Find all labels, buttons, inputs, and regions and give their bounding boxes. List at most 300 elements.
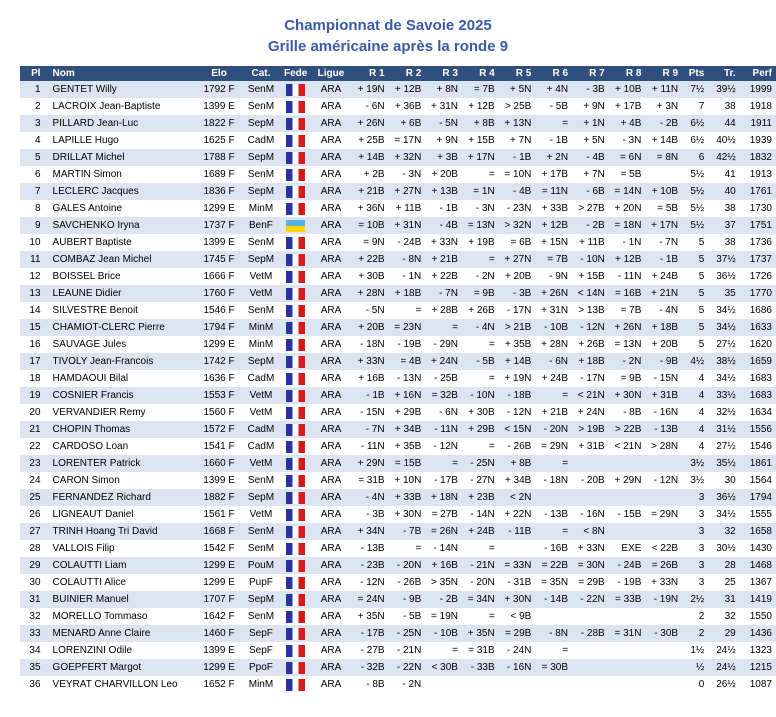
column-header: R 8 [609, 66, 646, 81]
round-result-cell: + 11B [579, 237, 605, 248]
round-result-cell [609, 608, 646, 625]
points-cell: 4 [698, 373, 705, 384]
column-header: R 6 [535, 66, 572, 81]
round-result-cell: - 27B [360, 645, 385, 656]
table-row [20, 302, 776, 319]
round-result-cell: + 20B [352, 319, 389, 336]
round-result-cell: = [488, 543, 495, 554]
round-result-cell: + 15B [578, 271, 605, 282]
header-row [20, 66, 776, 81]
round-result-cell: + 29N [614, 475, 642, 486]
crosstable [20, 66, 776, 693]
elo-cell: 1836 F [197, 183, 244, 200]
round-result-cell [645, 166, 682, 183]
player-name-cell: GOEPFERT Margot [45, 659, 198, 676]
column-header: R 4 [462, 66, 499, 81]
round-result-cell: - 20N [389, 557, 426, 574]
round-result-cell: - 29N [433, 339, 458, 350]
round-result-cell: + 21B [541, 407, 569, 418]
round-result-cell: + 17N [462, 149, 499, 166]
player-name-cell: LAPILLE Hugo [52, 135, 119, 146]
round-result-cell: + 26N [535, 285, 572, 302]
rank-cell: 8 [34, 203, 41, 214]
flag-france-icon [286, 424, 305, 436]
tiebreak-cell: 40½ [716, 135, 736, 146]
round-result-cell: = [452, 645, 458, 656]
flag-france-icon [286, 645, 305, 657]
round-result-cell [572, 455, 609, 472]
league-cell: ARA [320, 611, 342, 622]
category-cell: MinM [245, 319, 282, 336]
round-result-cell: + 19N [504, 373, 532, 384]
round-result-cell: = 17N [394, 135, 422, 146]
table-row [20, 370, 776, 387]
federation-flag-cell [281, 115, 314, 132]
federation-flag-cell [281, 676, 314, 693]
points-cell: 0 [698, 679, 705, 690]
tiebreak-cell: 34½ [708, 319, 739, 336]
rank-cell: 6 [34, 169, 41, 180]
round-result-cell: + 26N [609, 319, 646, 336]
round-result-cell: + 33N [352, 353, 389, 370]
flag-france-icon [286, 135, 305, 147]
round-result-cell: + 18B [645, 319, 682, 336]
round-result-cell: - 14N [470, 509, 495, 520]
player-name-cell: SAVCHENKO Iryna [45, 217, 198, 234]
rank-cell: 31 [20, 591, 45, 608]
elo-cell: 1399 E [203, 101, 235, 112]
round-result-cell: + 5N [583, 135, 605, 146]
round-result-cell: = 8N [645, 149, 682, 166]
round-result-cell: - 9B [645, 353, 682, 370]
round-result-cell: - 17N [580, 373, 605, 384]
table-row [20, 659, 776, 676]
performance-cell: 1658 [740, 523, 776, 540]
flag-france-icon [286, 322, 305, 334]
tiebreak-cell: 40 [708, 183, 739, 200]
federation-flag-cell [281, 166, 314, 183]
elo-cell: 1553 F [197, 387, 244, 404]
round-result-cell: - 6N [439, 407, 458, 418]
elo-cell: 1666 F [203, 271, 235, 282]
round-result-cell: + 3N [656, 101, 679, 112]
rank-cell: 3 [20, 115, 45, 132]
elo-cell: 1737 F [197, 217, 244, 234]
table-row [20, 387, 776, 404]
round-result-cell: EXE [621, 543, 642, 554]
points-cell: 1½ [690, 645, 705, 656]
round-result-cell: - 13B [360, 543, 385, 554]
round-result-cell: + 35B [504, 339, 532, 350]
round-result-cell: - 16B [544, 543, 569, 554]
round-result-cell: = [425, 319, 462, 336]
round-result-cell: - 31B [507, 577, 532, 588]
flag-france-icon [286, 356, 305, 368]
player-name-cell: BOISSEL Brice [52, 271, 121, 282]
table-row [20, 336, 776, 353]
round-result-cell: + 31N [541, 305, 569, 316]
league-cell: ARA [314, 319, 352, 336]
round-result-cell: - 1B [645, 251, 682, 268]
round-result-cell: + 19N [352, 81, 389, 98]
grid-subtitle: Grille américaine après la ronde 9 [267, 38, 509, 55]
rank-cell: 20 [29, 407, 41, 418]
round-result-cell: + 26N [352, 115, 389, 132]
round-result-cell: = 1N [462, 183, 499, 200]
flag-france-icon [286, 186, 305, 198]
flag-france-icon [286, 543, 305, 555]
round-result-cell: - 3N [475, 203, 495, 214]
rank-cell: 10 [29, 237, 41, 248]
category-cell: SenM [247, 305, 275, 316]
round-result-cell: + 36B [394, 101, 422, 112]
tiebreak-cell: 38 [724, 101, 736, 112]
round-result-cell: = [488, 441, 495, 452]
rank-cell: 24 [29, 475, 41, 486]
round-result-cell: - 2N [609, 353, 646, 370]
round-result-cell: + 28N [352, 285, 389, 302]
tiebreak-cell: 34½ [716, 305, 736, 316]
column-header: R 9 [645, 66, 682, 81]
player-name-cell: LIGNEAUT Daniel [52, 509, 134, 520]
category-cell: CadM [247, 135, 275, 146]
round-result-cell: - 3B [572, 81, 609, 98]
round-result-cell: - 11N [425, 421, 462, 438]
round-result-cell: - 18N [543, 475, 569, 486]
round-result-cell: + 20B [651, 339, 679, 350]
round-result-cell: + 30N [499, 591, 536, 608]
round-result-cell: - 14B [535, 591, 572, 608]
points-cell: 3 [682, 557, 708, 574]
federation-flag-cell [281, 336, 314, 353]
round-result-cell: + 7N [509, 135, 532, 146]
round-result-cell: + 28B [431, 305, 458, 316]
federation-flag-cell [281, 421, 314, 438]
player-name-cell: COSNIER Francis [45, 387, 198, 404]
rank-cell: 33 [20, 625, 45, 642]
league-cell: ARA [314, 115, 352, 132]
round-result-cell: + 33N [431, 237, 458, 248]
table-row [20, 540, 776, 557]
round-result-cell: - 9B [389, 591, 426, 608]
round-result-cell [535, 489, 572, 506]
round-result-cell: - 6B [572, 183, 609, 200]
federation-flag-cell [281, 523, 314, 540]
table-row [20, 268, 776, 285]
elo-cell: 1460 F [197, 625, 244, 642]
round-result-cell: = 34N [462, 591, 499, 608]
category-cell: VetM [249, 271, 273, 282]
round-result-cell: - 5N [365, 305, 385, 316]
points-cell: 3½ [682, 455, 708, 472]
round-result-cell: - 1N [622, 237, 642, 248]
performance-cell: 1911 [740, 115, 776, 132]
column-header: Tr. [708, 66, 739, 81]
category-cell: VetM [245, 455, 282, 472]
federation-flag-cell [281, 591, 314, 608]
category-cell: SepM [245, 489, 282, 506]
round-result-cell: - 2N [402, 679, 422, 690]
league-cell: ARA [320, 169, 342, 180]
round-result-cell: + 2N [535, 149, 572, 166]
category-cell: MinM [248, 679, 274, 690]
points-cell: 4½ [682, 353, 708, 370]
table-row [20, 251, 776, 268]
round-result-cell: - 26B [507, 441, 532, 452]
flag-france-icon [286, 373, 305, 385]
round-result-cell: = 31N [609, 625, 646, 642]
points-cell: 5 [698, 271, 705, 282]
round-result-cell: + 8N [425, 81, 462, 98]
round-result-cell: - 5B [462, 353, 499, 370]
round-result-cell: + 34B [389, 421, 426, 438]
elo-cell: 1794 F [197, 319, 244, 336]
league-cell: ARA [320, 577, 342, 588]
round-result-cell: - 13B [544, 509, 569, 520]
round-result-cell [609, 489, 646, 506]
round-result-cell: - 22N [572, 591, 609, 608]
points-cell: 7 [698, 101, 705, 112]
elo-cell: 1560 F [203, 407, 235, 418]
federation-flag-cell [281, 98, 314, 115]
rank-cell: 7 [20, 183, 45, 200]
column-header: Ligue [314, 66, 352, 81]
player-name-cell: TIVOLY Jean-Francois [45, 353, 198, 370]
player-name-cell: DRILLAT Michel [45, 149, 198, 166]
round-result-cell [499, 540, 536, 557]
tiebreak-cell: 30 [724, 475, 736, 486]
round-result-cell: + 28N [541, 339, 569, 350]
tiebreak-cell: 39½ [708, 81, 739, 98]
category-cell: SenM [245, 81, 282, 98]
performance-cell: 1564 [749, 475, 772, 486]
rank-cell: 5 [20, 149, 45, 166]
federation-flag-cell [281, 302, 314, 319]
round-result-cell: - 16N [499, 659, 536, 676]
player-name-cell: MENARD Anne Claire [45, 625, 198, 642]
elo-cell: 1792 F [197, 81, 244, 98]
federation-flag-cell [281, 404, 314, 421]
points-cell: 5½ [682, 183, 708, 200]
elo-cell: 1299 E [203, 339, 235, 350]
round-result-cell: - 30B [645, 625, 682, 642]
round-result-cell: - 12N [572, 319, 609, 336]
performance-cell: 1367 [749, 577, 772, 588]
category-cell: PupF [249, 577, 273, 588]
round-result-cell: < 21N [572, 387, 609, 404]
round-result-cell: = 4B [389, 353, 426, 370]
round-result-cell: = 29N [541, 441, 569, 452]
category-cell: SenM [247, 611, 275, 622]
round-result-cell: = 6N [609, 149, 646, 166]
federation-flag-cell [281, 540, 314, 557]
elo-cell: 1745 F [197, 251, 244, 268]
round-result-cell [609, 455, 646, 472]
round-result-cell: + 22N [504, 509, 532, 520]
league-cell: ARA [314, 591, 352, 608]
table-row [20, 183, 776, 200]
table-row [20, 438, 776, 455]
rank-cell: 32 [29, 611, 41, 622]
tiebreak-cell: 27½ [716, 339, 736, 350]
round-result-cell: - 3N [402, 169, 422, 180]
flag-france-icon [286, 594, 305, 606]
points-cell: 2 [698, 611, 705, 622]
category-cell: SenM [247, 543, 275, 554]
round-result-cell: - 4B [425, 217, 462, 234]
round-result-cell: - 3B [499, 285, 536, 302]
round-result-cell: + 33N [577, 543, 605, 554]
flag-france-icon [286, 679, 305, 691]
league-cell: ARA [320, 475, 342, 486]
round-result-cell: + 20B [504, 271, 532, 282]
league-cell: ARA [320, 407, 342, 418]
rank-cell: 1 [20, 81, 45, 98]
round-result-cell: - 8B [366, 679, 385, 690]
performance-cell: 1634 [749, 407, 772, 418]
round-result-cell: - 2B [425, 591, 462, 608]
round-result-cell: - 12N [433, 441, 458, 452]
federation-flag-cell [281, 285, 314, 302]
round-result-cell: + 8B [499, 455, 536, 472]
round-result-cell: = 7B [535, 251, 572, 268]
player-name-cell: HAMDAOUI Bilal [52, 373, 129, 384]
table-row [20, 574, 776, 591]
round-result-cell: - 6N [365, 101, 385, 112]
federation-flag-cell [281, 642, 314, 659]
round-result-cell: + 24B [651, 271, 679, 282]
category-cell: CadM [247, 441, 275, 452]
player-name-cell: GENTET Willy [45, 81, 198, 98]
round-result-cell: - 20N [470, 577, 495, 588]
category-cell: SenM [247, 475, 275, 486]
elo-cell: 1668 F [197, 523, 244, 540]
flag-france-icon [286, 271, 305, 283]
round-result-cell: = 9N [363, 237, 385, 248]
round-result-cell: < 22B [651, 543, 679, 554]
federation-flag-cell [281, 608, 314, 625]
column-header: R 1 [352, 66, 389, 81]
round-result-cell: > 13B [578, 305, 605, 316]
round-result-cell: = 32B [425, 387, 462, 404]
round-result-cell: = 30B [535, 659, 572, 676]
round-result-cell [645, 523, 682, 540]
flag-france-icon [286, 118, 305, 130]
flag-france-icon [286, 390, 305, 402]
round-result-cell: - 11B [499, 523, 536, 540]
round-result-cell: = 9B [620, 373, 642, 384]
round-result-cell: + 17N [645, 217, 682, 234]
elo-cell: 1788 F [197, 149, 244, 166]
round-result-cell: = 14N [609, 183, 646, 200]
round-result-cell: + 24B [462, 523, 499, 540]
points-cell: 6 [682, 149, 708, 166]
league-cell: ARA [314, 387, 352, 404]
round-result-cell: + 26B [578, 339, 605, 350]
round-result-cell: = [488, 373, 495, 384]
round-result-cell: - 12N [506, 407, 532, 418]
column-header: R 2 [389, 66, 426, 81]
flag-france-icon [286, 509, 305, 521]
tiebreak-cell: 35½ [708, 455, 739, 472]
round-result-cell: - 13N [396, 373, 422, 384]
round-result-cell: + 19B [468, 237, 495, 248]
round-result-cell: - 27N [470, 475, 495, 486]
round-result-cell: - 1B [439, 203, 458, 214]
elo-cell: 1399 E [203, 645, 235, 656]
round-result-cell: = 26N [425, 523, 462, 540]
points-cell: 5 [682, 251, 708, 268]
round-result-cell: + 15B [468, 135, 495, 146]
column-header: R 3 [425, 66, 462, 81]
round-result-cell: > 19B [572, 421, 609, 438]
round-result-cell: - 19B [617, 577, 642, 588]
tiebreak-cell: 36½ [708, 489, 739, 506]
round-result-cell: + 33N [651, 577, 679, 588]
table-row [20, 642, 776, 659]
performance-cell: 1751 [740, 217, 776, 234]
flag-france-icon [286, 339, 305, 351]
federation-flag-cell [281, 132, 314, 149]
rank-cell: 30 [29, 577, 41, 588]
player-name-cell: MARTIN Simon [52, 169, 122, 180]
round-result-cell: = [535, 115, 572, 132]
elo-cell: 1572 F [197, 421, 244, 438]
category-cell: SenM [245, 523, 282, 540]
federation-flag-cell [281, 557, 314, 574]
round-result-cell: > 28N [651, 441, 679, 452]
performance-cell: 1686 [749, 305, 772, 316]
column-header: Fede [281, 66, 314, 81]
elo-cell: 1299 E [203, 577, 235, 588]
round-result-cell: = 29N [651, 509, 679, 520]
tiebreak-cell: 31 [708, 591, 739, 608]
round-result-cell: - 10N [572, 251, 609, 268]
player-name-cell: COLAUTTI Alice [52, 577, 126, 588]
round-result-cell: - 5B [402, 611, 422, 622]
round-result-cell: - 4N [462, 319, 499, 336]
rank-cell: 28 [29, 543, 41, 554]
rank-cell: 13 [20, 285, 45, 302]
round-result-cell [609, 676, 646, 693]
round-result-cell: - 1N [402, 271, 422, 282]
player-name-cell: PILLARD Jean-Luc [45, 115, 198, 132]
category-cell: SenM [247, 237, 275, 248]
column-header: Pl [20, 66, 45, 81]
federation-flag-cell [281, 506, 314, 523]
flag-france-icon [286, 305, 305, 317]
round-result-cell: - 3N [622, 135, 642, 146]
points-cell: 4 [682, 421, 708, 438]
round-result-cell: - 17N [506, 305, 532, 316]
table-row [20, 676, 776, 693]
round-result-cell: + 12B [609, 251, 646, 268]
tiebreak-cell: 41 [724, 169, 736, 180]
round-result-cell: + 18N [425, 489, 462, 506]
rank-cell: 34 [29, 645, 41, 656]
round-result-cell [535, 676, 572, 693]
tiebreak-cell: 33½ [708, 387, 739, 404]
round-result-cell: - 7B [389, 523, 426, 540]
category-cell: SepF [249, 645, 273, 656]
tiebreak-cell: 37½ [708, 251, 739, 268]
performance-cell: 1737 [740, 251, 776, 268]
round-result-cell: = 29B [578, 577, 605, 588]
round-result-cell: - 22N [389, 659, 426, 676]
rank-cell: 25 [20, 489, 45, 506]
round-result-cell: = 31B [468, 645, 495, 656]
tiebreak-cell: 35 [708, 285, 739, 302]
